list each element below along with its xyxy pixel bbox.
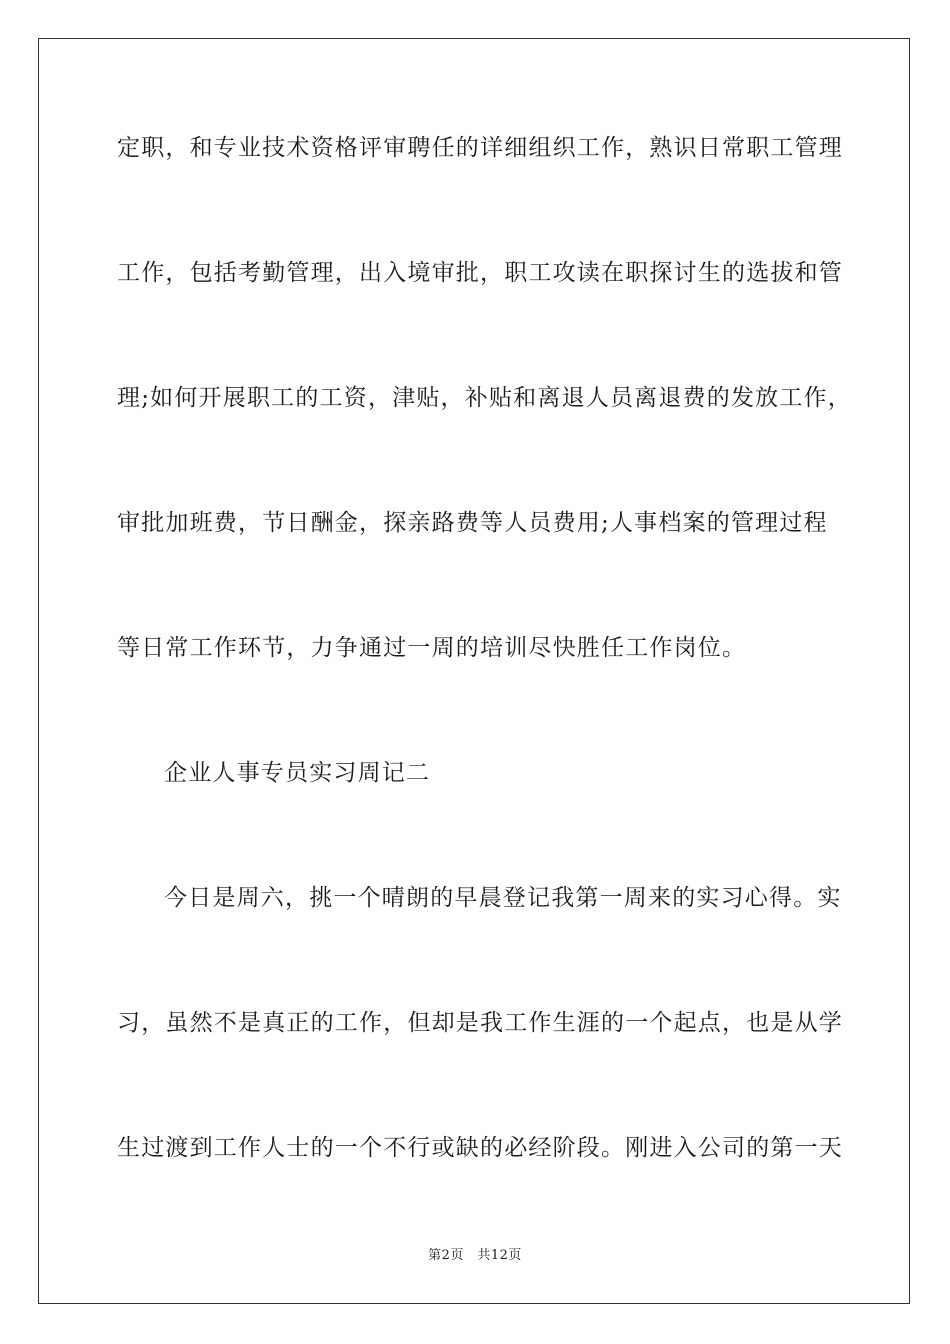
body-text-line: 今日是周六，挑一个晴朗的早晨登记我第一周来的实习心得。实 [164, 885, 842, 911]
body-text-line: 习，虽然不是真正的工作，但却是我工作生涯的一个起点，也是从学 [117, 1010, 843, 1036]
body-text-line: 理;如何开展职工的工资，津贴，补贴和离退人员离退费的发放工作， [117, 385, 852, 411]
body-text-line: 定职，和专业技术资格评审聘任的详细组织工作，熟识日常职工管理 [117, 135, 843, 161]
page-border [38, 38, 910, 1304]
section-heading: 企业人事专员实习周记二 [164, 760, 431, 786]
body-text-line: 等日常工作环节，力争通过一周的培训尽快胜任工作岗位。 [117, 635, 747, 661]
body-text-line: 工作，包括考勤管理，出入境审批，职工攻读在职探讨生的选拔和管 [117, 260, 843, 286]
body-text-line: 生过渡到工作人士的一个不行或缺的必经阶段。刚进入公司的第一天 [117, 1135, 843, 1161]
page-number-footer: 第2页 共12页 [428, 1248, 522, 1263]
body-text-line: 审批加班费，节日酬金，探亲路费等人员费用;人事档案的管理过程 [117, 510, 828, 536]
